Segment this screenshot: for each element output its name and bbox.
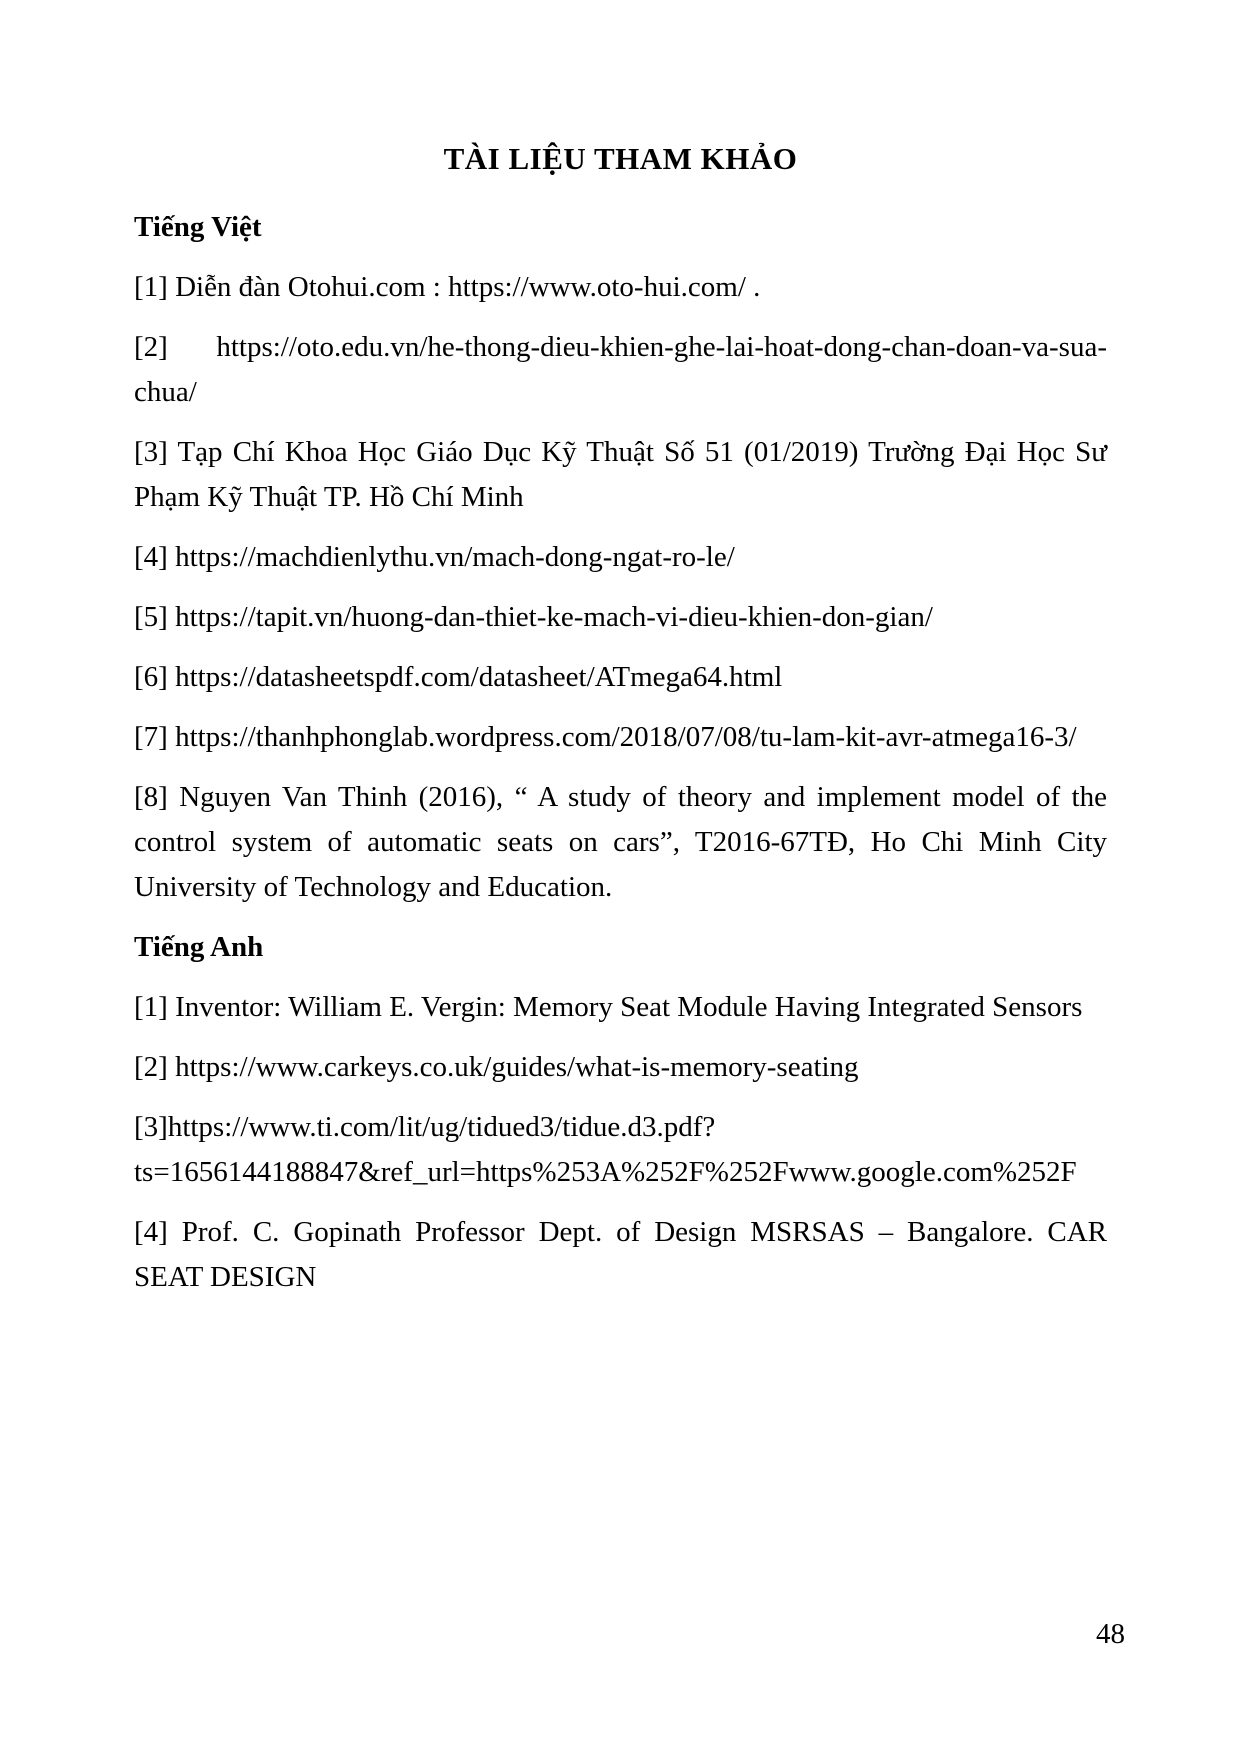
reference-item: [2] https://oto.edu.vn/he-thong-dieu-khien-ghe-lai-hoat-dong-chan-doan-va-sua-chua/ [134,331,1107,408]
reference-item: [4] Prof. C. Gopinath Professor Dept. of Design MSRSAS – Bangalore. CAR SEAT DESIGN [134,1216,1107,1293]
reference-item: [3] Tạp Chí Khoa Học Giáo Dục Kỹ Thuật Số 51 (01/2019) Trường Đại Học Sư Phạm Kỹ Thuật TP. Hồ Chí Minh [134,436,1107,513]
section-heading-vietnamese: Tiếng Việt [134,211,262,243]
reference-item: [5] https://tapit.vn/huong-dan-thiet-ke-mach-vi-dieu-khien-don-gian/ [134,601,933,633]
reference-item: [3]https://www.ti.com/lit/ug/tidued3/tidue.d3.pdf?ts=1656144188847&ref_url=https%253A%252F%252Fwww.google.com%252F [134,1111,1077,1188]
page-title: TÀI LIỆU THAM KHẢO [443,141,798,176]
reference-item: [1] Inventor: William E. Vergin: Memory Seat Module Having Integrated Sensors [134,991,1083,1023]
reference-item: [6] https://datasheetspdf.com/datasheet/ATmega64.html [134,661,783,693]
reference-item: [2] https://www.carkeys.co.uk/guides/what-is-memory-seating [134,1051,859,1083]
reference-item: [1] Diễn đàn Otohui.com : https://www.oto-hui.com/ . [134,271,761,303]
reference-item: [7] https://thanhphonglab.wordpress.com/2018/07/08/tu-lam-kit-avr-atmega16-3/ [134,721,1077,753]
section-heading-english: Tiếng Anh [134,931,264,963]
reference-item: [4] https://machdienlythu.vn/mach-dong-ngat-ro-le/ [134,541,735,573]
reference-item: [8] Nguyen Van Thinh (2016), “ A study of theory and implement model of the control system of automatic seats on cars”, T2016-67TĐ, Ho Chi Minh City University of Technology and Education. [134,781,1107,903]
page-number: 48 [1096,1618,1125,1650]
